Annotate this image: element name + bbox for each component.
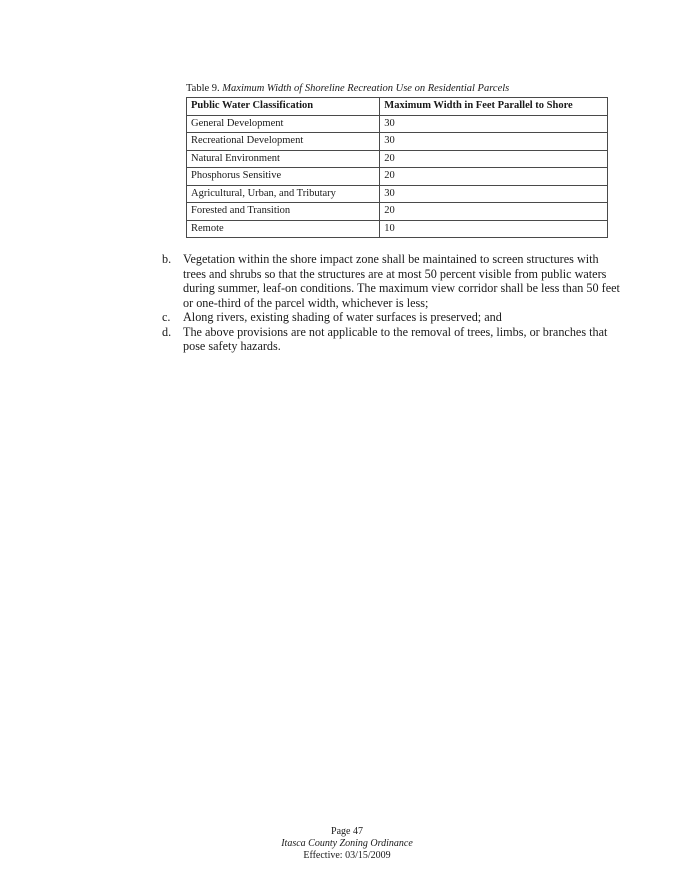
effective-date: Effective: 03/15/2009 <box>303 850 391 861</box>
width-cell: 20 <box>380 168 608 186</box>
list-marker: c. <box>162 310 171 324</box>
page-footer <box>0 826 694 862</box>
width-cell: 10 <box>380 220 608 238</box>
width-cell: 30 <box>380 133 608 151</box>
list-item-text: Vegetation within the shore impact zone shall be maintained to screen structures with trees and shrubs so that the structures are at most 50 percent visible from public waters during summer, leaf-on conditions. The maximum view corridor shall be less than 50 feet or one-third of the parcel width, whichever is less; <box>183 252 620 310</box>
table-row <box>187 150 608 168</box>
shoreline-width-table <box>186 97 608 238</box>
list-item <box>152 325 622 354</box>
table-row <box>187 168 608 186</box>
table-caption-label: Table 9. <box>186 83 220 94</box>
classification-cell: Agricultural, Urban, and Tributary <box>187 185 380 203</box>
page-number: Page 47 <box>331 826 363 837</box>
table-row <box>187 115 608 133</box>
width-cell: 30 <box>380 115 608 133</box>
column-header-max-width: Maximum Width in Feet Parallel to Shore <box>380 98 608 116</box>
classification-cell: Forested and Transition <box>187 203 380 221</box>
table-caption-title: Maximum Width of Shoreline Recreation Use on Residential Parcels <box>222 83 510 94</box>
list-item <box>152 252 622 310</box>
classification-cell: Remote <box>187 220 380 238</box>
classification-cell: Recreational Development <box>187 133 380 151</box>
width-cell: 20 <box>380 203 608 221</box>
width-cell: 30 <box>380 185 608 203</box>
table-row <box>187 220 608 238</box>
table-row <box>187 203 608 221</box>
table-row <box>187 185 608 203</box>
list-marker: d. <box>162 324 172 339</box>
list-item-text: The above provisions are not applicable to the removal of trees, limbs, or branches that pose safety hazards. <box>183 324 608 353</box>
classification-cell: Phosphorus Sensitive <box>187 168 380 186</box>
classification-cell: General Development <box>187 115 380 133</box>
ordinance-title: Itasca County Zoning Ordinance <box>281 838 413 849</box>
table-caption <box>186 83 509 94</box>
table-row <box>187 133 608 151</box>
list-item-text: Along rivers, existing shading of water surfaces is preserved; and <box>183 310 502 324</box>
list-item <box>152 310 622 325</box>
provisions-list <box>152 252 622 354</box>
column-header-classification: Public Water Classification <box>187 98 380 116</box>
list-marker: b. <box>162 252 172 266</box>
classification-cell: Natural Environment <box>187 150 380 168</box>
width-cell: 20 <box>380 150 608 168</box>
table-header-row <box>187 98 608 116</box>
